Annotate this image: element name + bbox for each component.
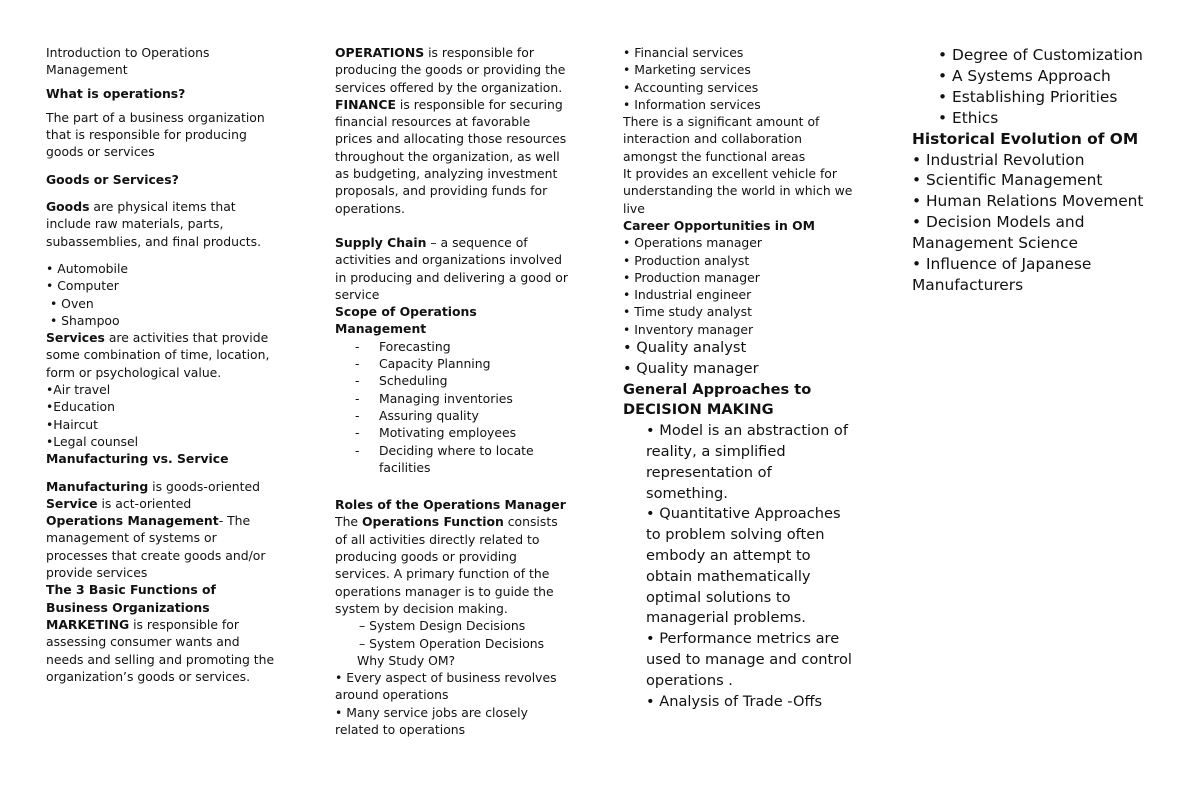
paragraph-line: service	[335, 286, 380, 302]
column-3	[623, 44, 873, 712]
term-operations: OPERATIONS	[335, 45, 425, 60]
paragraph-line: prices and allocating those resources	[335, 131, 567, 147]
why-item: around operations	[335, 687, 449, 703]
career-item: • Time study analyst	[623, 304, 752, 320]
function-item: • Information services	[623, 96, 761, 112]
paragraph-line: organization’s goods or services.	[46, 668, 251, 684]
paragraph-line: financial resources at favorable	[335, 114, 531, 130]
approach-item: • Quantitative Approaches	[646, 505, 841, 523]
approach-item: something.	[646, 484, 728, 502]
heading-decision-making: DECISION MAKING	[623, 401, 774, 419]
history-item: • Scientific Management	[912, 171, 1103, 190]
paragraph-line: form or psychological value.	[46, 364, 222, 380]
scope-item: - Motivating employees	[355, 425, 517, 441]
why-item: • Many service jobs are closely	[335, 704, 528, 720]
career-item: • Quality analyst	[623, 339, 747, 357]
paragraph-line: processes that create goods and/or	[46, 547, 266, 563]
approach-item: • Degree of Customization	[938, 46, 1143, 64]
paragraph-text: is responsible for	[424, 45, 534, 60]
heading-decision-making: General Approaches to	[623, 380, 812, 398]
paragraph-line: in producing and delivering a good or	[335, 269, 568, 285]
approach-item: • A Systems Approach	[938, 66, 1111, 85]
approach-item: • Establishing Priorities	[938, 87, 1118, 106]
decision-item: – System Design Decisions	[359, 618, 526, 634]
paragraph-line: understanding the world in which we	[623, 183, 853, 199]
term-manufacturing: Manufacturing	[46, 478, 149, 494]
paragraph-line: services offered by the organization.	[335, 79, 563, 95]
paragraph-text: is goods-oriented	[148, 478, 260, 494]
heading-what-is-operations: What is operations?	[46, 85, 186, 101]
scope-item: - Deciding where to locate	[355, 442, 534, 458]
list-item: •Legal counsel	[46, 433, 139, 449]
history-item: • Industrial Revolution	[912, 150, 1085, 169]
career-item: • Quality manager	[623, 359, 759, 377]
heading-roles: Roles of the Operations Manager	[335, 497, 566, 513]
heading-scope: Scope of Operations	[335, 304, 477, 320]
list-item: • Oven	[46, 295, 94, 311]
paragraph-line: producing goods or providing	[335, 549, 517, 565]
paragraph-text: - The	[218, 513, 251, 529]
paragraph-line: throughout the organization, as well	[335, 148, 560, 164]
doc-title-line: Management	[46, 62, 128, 78]
paragraph-line: interaction and collaboration	[623, 131, 802, 147]
paragraph-line: as budgeting, analyzing investment	[335, 166, 558, 182]
heading-basic-functions: Business Organizations	[46, 599, 210, 615]
paragraph-line: some combination of time, location,	[46, 347, 270, 363]
approach-item: embody an attempt to	[646, 547, 811, 565]
scope-item: - Capacity Planning	[355, 356, 491, 372]
function-item: • Financial services	[623, 45, 744, 60]
approach-item: representation of	[646, 463, 772, 481]
decision-item: – System Operation Decisions	[359, 635, 545, 651]
paragraph-text: is responsible for securing	[395, 96, 563, 112]
list-item: •Air travel	[46, 382, 111, 398]
paragraph-text: consists	[503, 514, 558, 530]
paragraph-line: goods or services	[46, 144, 155, 160]
approach-item: • Model is an abstraction of	[646, 422, 848, 440]
paragraph-line: provide services	[46, 565, 148, 581]
term-service: Service	[46, 495, 98, 511]
paragraph-line: assessing consumer wants and	[46, 634, 240, 650]
paragraph-line: subassemblies, and final products.	[46, 233, 262, 249]
paragraph-line: needs and selling and promoting the	[46, 651, 275, 667]
paragraph-text: are physical items that	[89, 199, 236, 215]
approach-item: managerial problems.	[646, 609, 806, 627]
paragraph-text: is responsible for	[129, 616, 239, 632]
term-operations-management: Operations Management	[46, 513, 219, 529]
list-item: • Shampoo	[46, 312, 120, 328]
paragraph-line: services. A primary function of the	[335, 566, 550, 582]
paragraph-line: amongst the functional areas	[623, 148, 806, 164]
approach-item: used to manage and control	[646, 651, 852, 668]
heading-manufacturing-vs-service: Manufacturing vs. Service	[46, 451, 229, 467]
approach-item: to problem solving often	[646, 526, 825, 544]
why-item: related to operations	[335, 721, 466, 737]
approach-item: • Performance metrics are	[646, 630, 840, 648]
scope-item: - Managing inventories	[355, 390, 513, 406]
column-1	[46, 44, 294, 685]
approach-item: obtain mathematically	[646, 567, 811, 585]
career-item: • Production manager	[623, 269, 760, 285]
history-item: • Human Relations Movement	[912, 192, 1144, 211]
function-item: • Accounting services	[623, 79, 759, 95]
paragraph-line: proposals, and providing funds for	[335, 183, 548, 199]
paragraph-text: are activities that provide	[104, 330, 269, 346]
paragraph-line: system by decision making.	[335, 600, 508, 616]
list-item: • Computer	[46, 278, 119, 294]
history-item: • Influence of Japanese	[912, 255, 1092, 274]
history-item: • Decision Models and	[912, 213, 1085, 232]
paragraph-line: producing the goods or providing the	[335, 62, 566, 78]
paragraph-line: operations manager is to guide the	[335, 583, 554, 599]
column-2	[335, 44, 583, 738]
career-item: • Inventory manager	[623, 321, 754, 337]
list-item: •Haircut	[46, 416, 99, 432]
approach-item: • Ethics	[938, 108, 999, 127]
term-supply-chain: Supply Chain	[335, 234, 427, 250]
heading-basic-functions: The 3 Basic Functions of	[46, 582, 216, 598]
scope-item: facilities	[379, 459, 431, 475]
approach-item: reality, a simplified	[646, 443, 786, 461]
paragraph-line: operations.	[335, 200, 405, 216]
paragraph-line: The part of a business organization	[46, 109, 265, 125]
term-goods: Goods	[46, 199, 90, 215]
career-item: • Industrial engineer	[623, 287, 752, 303]
paragraph-text: The	[335, 514, 362, 530]
paragraph-line: activities and organizations involved	[335, 252, 562, 268]
term-operations-function: Operations Function	[361, 514, 504, 530]
term-marketing: MARKETING	[46, 616, 130, 632]
subheading-why-study: Why Study OM?	[357, 652, 456, 668]
history-item: Management Science	[912, 234, 1078, 253]
paragraph-line: It provides an excellent vehicle for	[623, 166, 837, 182]
scope-item: - Forecasting	[355, 338, 451, 354]
doc-title-line: Introduction to Operations	[46, 45, 210, 60]
paragraph-line: that is responsible for producing	[46, 127, 247, 143]
history-item: Manufacturers	[912, 275, 1024, 294]
term-services: Services	[46, 330, 105, 346]
approach-item: operations .	[646, 671, 733, 689]
approach-item: optimal solutions to	[646, 588, 791, 606]
career-item: • Production analyst	[623, 252, 750, 268]
heading-historical-evolution: Historical Evolution of OM	[912, 129, 1139, 148]
paragraph-text: is act-oriented	[97, 495, 192, 511]
column-4	[912, 45, 1160, 296]
heading-scope: Management	[335, 321, 427, 337]
paragraph-line: of all activities directly related to	[335, 531, 540, 547]
approach-item: • Analysis of Trade -Offs	[646, 692, 823, 710]
scope-item: - Assuring quality	[355, 407, 479, 423]
paragraph-text: – a sequence of	[426, 234, 528, 250]
why-item: • Every aspect of business revolves	[335, 670, 557, 686]
function-item: • Marketing services	[623, 62, 751, 78]
paragraph-line: live	[623, 200, 645, 216]
career-item: • Operations manager	[623, 235, 762, 251]
heading-career-opportunities: Career Opportunities in OM	[623, 217, 816, 233]
term-finance: FINANCE	[335, 96, 396, 112]
paragraph-line: include raw materials, parts,	[46, 216, 224, 232]
paragraph-line: There is a significant amount of	[623, 114, 820, 130]
list-item: •Education	[46, 399, 115, 415]
paragraph-line: management of systems or	[46, 530, 217, 546]
heading-goods-or-services: Goods or Services?	[46, 171, 179, 187]
scope-item: - Scheduling	[355, 373, 448, 389]
list-item: • Automobile	[46, 260, 129, 276]
